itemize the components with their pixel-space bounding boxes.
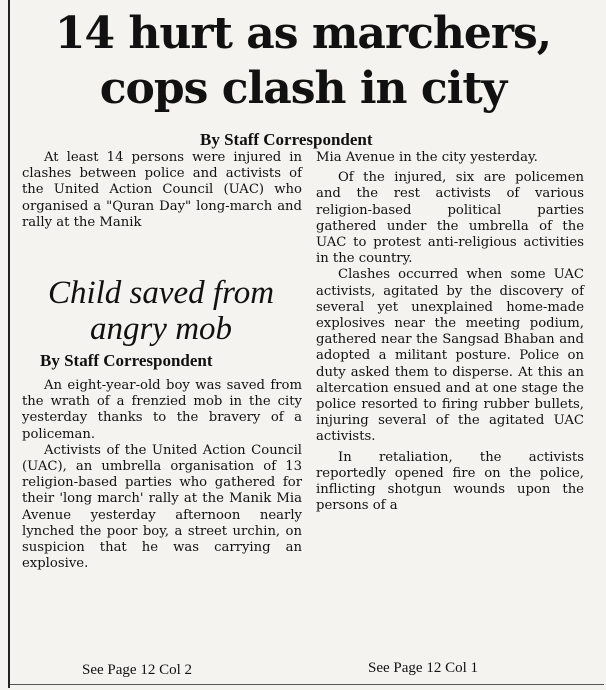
- side-byline: By Staff Correspondent: [40, 351, 213, 370]
- side-story-paragraph: An eight-year-old boy was saved from the wrath of a frenzied mob in the city yesterday thanks to the bravery of a policeman.: [22, 378, 302, 442]
- main-story-jump-line: See Page 12 Col 1: [368, 660, 478, 676]
- main-story-paragraph: Clashes occurred when some UAC activists, agitated by the discovery of several yet unexplained home-made explosives near the meeting podium, gathered near the Sangsad Bhaban and adopted a militant posture. Police on duty asked them to disperse. At this an altercation ensued and at one stage the police resorted to firing rubber bullets, injuring several of the agitated UAC activists.: [316, 267, 584, 445]
- main-story-paragraph: At least 14 persons were injured in clashes between police and activists of the United Action Council (UAC) who organised a "Quran Day" long-march and rally at the Manik: [22, 150, 302, 230]
- main-byline: By Staff Correspondent: [200, 130, 373, 149]
- side-story-paragraph: Activists of the United Action Council (UAC), an umbrella organisation of 13 religion-based parties who gathered for their 'long march' rally at the Manik Mia Avenue yesterday afternoon nearly lynched the poor boy, a street urchin, on suspicion that he was carrying an explosive.: [22, 442, 302, 572]
- main-headline-line-2: cops clash in city: [99, 63, 507, 114]
- main-story-paragraph: In retaliation, the activists reportedly opened fire on the police, inflicting shotgun wounds upon the persons of a: [316, 449, 584, 514]
- side-story-column: [22, 378, 302, 572]
- main-story-paragraph: Mia Avenue in the city yesterday.: [316, 150, 538, 165]
- main-story-paragraph: Of the injured, six are policemen and the rest activists of various religion-based political parties gathered under the umbrella of the UAC to protest anti-religious activities in the country.: [316, 170, 584, 267]
- side-story-jump-line: See Page 12 Col 2: [82, 662, 192, 678]
- main-story-column-1: [22, 150, 302, 231]
- side-headline-line-2: angry mob: [89, 311, 233, 347]
- main-headline-line-1: 14 hurt as marchers,: [54, 8, 552, 59]
- side-headline-line-1: Child saved from: [47, 275, 275, 311]
- main-story-column-2: [316, 150, 584, 514]
- bottom-rule: [10, 684, 604, 685]
